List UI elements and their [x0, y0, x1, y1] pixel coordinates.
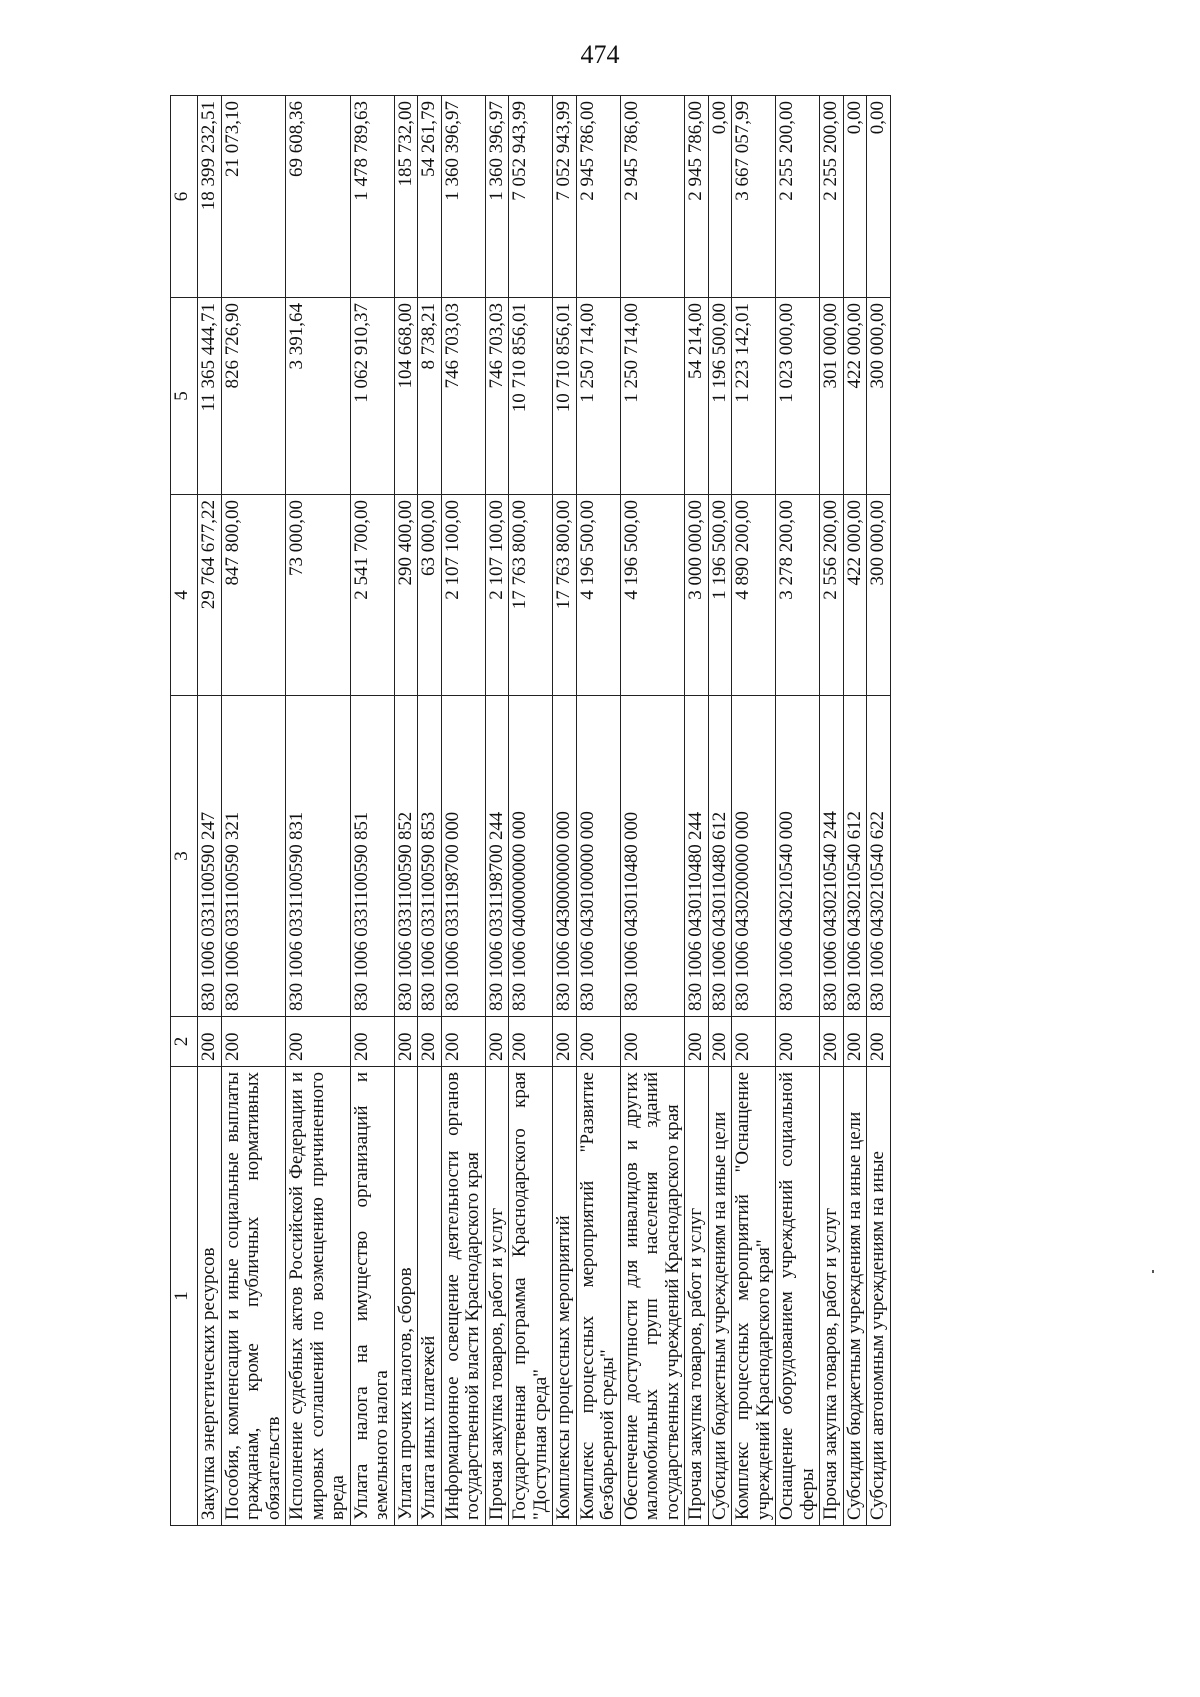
cell-name: Субсидии бюджетным учреждениям на иные цели	[708, 1067, 732, 1526]
cell-approved: 290 400,00	[394, 495, 418, 696]
cell-executed: 11 365 444,71	[198, 298, 222, 495]
cell-code: 200	[350, 1017, 394, 1067]
cell-approved: 17 763 800,00	[553, 495, 577, 696]
cell-remainder: 18 399 232,51	[198, 96, 222, 298]
table-row	[441, 96, 485, 1526]
cell-executed: 1 250 714,00	[620, 298, 685, 495]
cell-approved: 2 556 200,00	[820, 495, 844, 696]
cell-code: 200	[685, 1017, 709, 1067]
cell-code: 200	[867, 1017, 891, 1067]
cell-executed: 300 000,00	[867, 298, 891, 495]
cell-name: Субсидии автономным учреждениям на иные	[867, 1067, 891, 1526]
header-col-6: 6	[171, 96, 198, 298]
cell-approved: 2 107 100,00	[485, 495, 509, 696]
table-row	[732, 96, 776, 1526]
cell-code: 200	[418, 1017, 442, 1067]
cell-classification: 830 1006 0331198700 000	[441, 696, 485, 1017]
cell-executed: 1 023 000,00	[776, 298, 820, 495]
budget-table	[170, 95, 891, 1526]
header-col-2: 2	[171, 1017, 198, 1067]
cell-executed: 1 196 500,00	[708, 298, 732, 495]
cell-remainder: 2 945 786,00	[685, 96, 709, 298]
table-row	[394, 96, 418, 1526]
cell-executed: 301 000,00	[820, 298, 844, 495]
cell-name: Уплата прочих налогов, сборов	[394, 1067, 418, 1526]
cell-classification: 830 1006 0430100000 000	[576, 696, 620, 1017]
cell-executed: 3 391,64	[286, 298, 351, 495]
cell-remainder: 185 732,00	[394, 96, 418, 298]
cell-remainder: 2 255 200,00	[820, 96, 844, 298]
cell-code: 200	[620, 1017, 685, 1067]
cell-executed: 746 703,03	[485, 298, 509, 495]
cell-code: 200	[708, 1017, 732, 1067]
cell-classification: 830 1006 0430110480 612	[708, 696, 732, 1017]
cell-remainder: 7 052 943,99	[553, 96, 577, 298]
cell-approved: 4 196 500,00	[576, 495, 620, 696]
rotated-table-inner	[170, 96, 1060, 1526]
cell-name: Исполнение судебных актов Российской Федерации и мировых соглашений по возмещению причиненного вреда	[286, 1067, 351, 1526]
cell-executed: 10 710 856,01	[509, 298, 553, 495]
cell-code: 200	[576, 1017, 620, 1067]
cell-classification: 830 1006 0430210540 622	[867, 696, 891, 1017]
table-row	[576, 96, 620, 1526]
cell-name: Закупка энергетических ресурсов	[198, 1067, 222, 1526]
cell-classification: 830 1006 0331100590 831	[286, 696, 351, 1017]
cell-name: Комплексы процессных мероприятий	[553, 1067, 577, 1526]
table-row	[485, 96, 509, 1526]
cell-classification: 830 1006 0331100590 852	[394, 696, 418, 1017]
cell-remainder: 21 073,10	[221, 96, 286, 298]
cell-approved: 2 107 100,00	[441, 495, 485, 696]
table-row	[418, 96, 442, 1526]
cell-approved: 1 196 500,00	[708, 495, 732, 696]
cell-remainder: 2 945 786,00	[620, 96, 685, 298]
cell-approved: 73 000,00	[286, 495, 351, 696]
rotated-table-container	[170, 96, 1060, 1526]
page-number: 474	[580, 40, 620, 69]
cell-executed: 8 738,21	[418, 298, 442, 495]
cell-executed: 1 223 142,01	[732, 298, 776, 495]
header-col-4: 4	[171, 495, 198, 696]
table-row	[776, 96, 820, 1526]
cell-code: 200	[843, 1017, 867, 1067]
cell-executed: 1 062 910,37	[350, 298, 394, 495]
table-row	[708, 96, 732, 1526]
table-row	[221, 96, 286, 1526]
cell-executed: 1 250 714,00	[576, 298, 620, 495]
cell-executed: 104 668,00	[394, 298, 418, 495]
cell-code: 200	[198, 1017, 222, 1067]
cell-classification: 830 1006 0430000000 000	[553, 696, 577, 1017]
table-row	[198, 96, 222, 1526]
table-row	[620, 96, 685, 1526]
cell-name: Обеспечение доступности для инвалидов и других маломобильных групп населения зданий государственных учреждений Краснодарского края	[620, 1067, 685, 1526]
cell-remainder: 2 945 786,00	[576, 96, 620, 298]
cell-approved: 63 000,00	[418, 495, 442, 696]
cell-name: Комплекс процессных мероприятий "Развитие безбарьерной среды"	[576, 1067, 620, 1526]
table-body	[198, 96, 891, 1526]
table-row	[286, 96, 351, 1526]
cell-remainder: 3 667 057,99	[732, 96, 776, 298]
cell-approved: 300 000,00	[867, 495, 891, 696]
cell-classification: 830 1006 0430110480 000	[620, 696, 685, 1017]
cell-classification: 830 1006 0331100590 851	[350, 696, 394, 1017]
table-row	[553, 96, 577, 1526]
cell-executed: 746 703,03	[441, 298, 485, 495]
cell-remainder: 1 360 396,97	[441, 96, 485, 298]
cell-remainder: 1 360 396,97	[485, 96, 509, 298]
cell-code: 200	[394, 1017, 418, 1067]
cell-code: 200	[441, 1017, 485, 1067]
cell-approved: 29 764 677,22	[198, 495, 222, 696]
cell-name: Прочая закупка товаров, работ и услуг	[685, 1067, 709, 1526]
cell-remainder: 54 261,79	[418, 96, 442, 298]
cell-approved: 3 278 200,00	[776, 495, 820, 696]
cell-name: Пособия, компенсации и иные социальные выплаты гражданам, кроме публичных нормативных обязательств	[221, 1067, 286, 1526]
cell-code: 200	[221, 1017, 286, 1067]
cell-remainder: 7 052 943,99	[509, 96, 553, 298]
cell-remainder: 0,00	[708, 96, 732, 298]
cell-approved: 4 196 500,00	[620, 495, 685, 696]
cell-approved: 17 763 800,00	[509, 495, 553, 696]
cell-approved: 422 000,00	[843, 495, 867, 696]
cell-code: 200	[485, 1017, 509, 1067]
cell-code: 200	[776, 1017, 820, 1067]
cell-name: Информационное освещение деятельности органов государственной власти Краснодарского края	[441, 1067, 485, 1526]
cell-executed: 826 726,90	[221, 298, 286, 495]
header-col-1: 1	[171, 1067, 198, 1526]
cell-code: 200	[286, 1017, 351, 1067]
scan-speck	[1152, 1270, 1154, 1273]
cell-code: 200	[820, 1017, 844, 1067]
cell-approved: 4 890 200,00	[732, 495, 776, 696]
cell-classification: 830 1006 0331100590 853	[418, 696, 442, 1017]
cell-name: Субсидии бюджетным учреждениям на иные цели	[843, 1067, 867, 1526]
cell-name: Прочая закупка товаров, работ и услуг	[820, 1067, 844, 1526]
cell-name: Оснащение оборудованием учреждений социальной сферы	[776, 1067, 820, 1526]
cell-name: Уплата налога на имущество организаций и земельного налога	[350, 1067, 394, 1526]
cell-executed: 54 214,00	[685, 298, 709, 495]
cell-remainder: 0,00	[867, 96, 891, 298]
cell-approved: 3 000 000,00	[685, 495, 709, 696]
table-row	[843, 96, 867, 1526]
cell-remainder: 1 478 789,63	[350, 96, 394, 298]
cell-approved: 847 800,00	[221, 495, 286, 696]
table-row	[685, 96, 709, 1526]
cell-code: 200	[553, 1017, 577, 1067]
cell-classification: 830 1006 0430200000 000	[732, 696, 776, 1017]
cell-classification: 830 1006 0331198700 244	[485, 696, 509, 1017]
cell-name: Прочая закупка товаров, работ и услуг	[485, 1067, 509, 1526]
cell-approved: 2 541 700,00	[350, 495, 394, 696]
header-col-3: 3	[171, 696, 198, 1017]
cell-executed: 10 710 856,01	[553, 298, 577, 495]
cell-classification: 830 1006 0430210540 244	[820, 696, 844, 1017]
cell-classification: 830 1006 0430110480 244	[685, 696, 709, 1017]
cell-name: Комплекс процессных мероприятий "Оснащение учреждений Краснодарского края"	[732, 1067, 776, 1526]
cell-remainder: 69 608,36	[286, 96, 351, 298]
cell-classification: 830 1006 0430210540 000	[776, 696, 820, 1017]
table-row	[509, 96, 553, 1526]
table-row	[867, 96, 891, 1526]
cell-remainder: 2 255 200,00	[776, 96, 820, 298]
cell-classification: 830 1006 0331100590 247	[198, 696, 222, 1017]
cell-code: 200	[732, 1017, 776, 1067]
cell-executed: 422 000,00	[843, 298, 867, 495]
cell-classification: 830 1006 0331100590 321	[221, 696, 286, 1017]
cell-remainder: 0,00	[843, 96, 867, 298]
cell-classification: 830 1006 0400000000 000	[509, 696, 553, 1017]
table-row	[350, 96, 394, 1526]
cell-name: Государственная программа Краснодарского края "Доступная среда"	[509, 1067, 553, 1526]
header-col-5: 5	[171, 298, 198, 495]
table-row	[820, 96, 844, 1526]
cell-classification: 830 1006 0430210540 612	[843, 696, 867, 1017]
cell-code: 200	[509, 1017, 553, 1067]
table-header-row	[171, 96, 198, 1526]
cell-name: Уплата иных платежей	[418, 1067, 442, 1526]
